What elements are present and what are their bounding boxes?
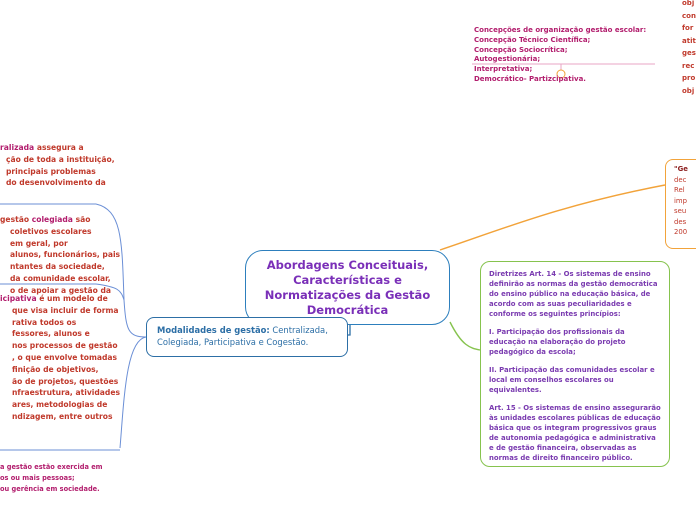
cogestao-line: a gestão estão exercida em — [0, 463, 103, 471]
participativa-line: ão de projetos, questões — [12, 376, 119, 386]
concepcoes-node[interactable] — [474, 26, 654, 85]
modalidades-label: Modalidades de gestão: — [157, 325, 270, 335]
centralizada-line: ção de toda a instituição, — [6, 154, 115, 164]
participativa-node[interactable] — [0, 293, 140, 423]
participativa-line: nos processos de gestão — [12, 341, 118, 351]
centralizada-keyword: ralizada — [0, 143, 35, 152]
topright-line: rec — [682, 61, 695, 70]
topright-line: obj — [682, 0, 695, 7]
centralizada-node[interactable] — [0, 142, 130, 189]
topright-line: ges — [682, 49, 696, 57]
modalidades-node[interactable] — [146, 317, 348, 357]
gestao-note-line: 200 — [674, 228, 688, 236]
diretrizes-paragraph: II. Participação das comunidades escolar e local em conselhos escolares ou equivalentes. — [489, 366, 655, 394]
participativa-line: nfraestrutura, atividades — [12, 388, 121, 398]
colegiada-line: em geral, por — [10, 238, 68, 248]
topright-line: con — [682, 11, 696, 20]
participativa-text: é um modelo de — [36, 294, 108, 303]
participativa-line: fessores, alunos e — [12, 329, 90, 339]
diretrizes-paragraph: Art. 15 - Os sistemas de ensino assegurarão às unidades escolares públicas de educação básica que os integram progressivos graus de autonomia pedagógica e administrativa e de gestão financeira, observadas as normas de direito financeiro público. — [489, 404, 661, 462]
topright-line: atit — [682, 36, 696, 45]
cogestao-line: os ou mais pessoas; — [0, 474, 75, 482]
participativa-line: ndizagem, entre outros — [12, 411, 113, 421]
colegiada-line: alunos, funcionários, pais — [10, 250, 121, 260]
participativa-line: que visa incluir de forma — [12, 305, 119, 315]
gestao-note-first: "Ge — [674, 165, 688, 173]
participativa-line: , o que envolve tomadas — [12, 352, 118, 362]
gestao-note-line: imp — [674, 196, 688, 205]
centralizada-line: do desenvolvimento da — [6, 178, 106, 188]
gestao-note-line: Rel — [674, 186, 685, 194]
topright-line: for — [682, 24, 694, 32]
participativa-keyword: icipativa — [0, 294, 37, 303]
diretrizes-node[interactable] — [480, 261, 670, 467]
cogestao-node[interactable] — [0, 462, 140, 495]
colegiada-line: da comunidade escolar, — [10, 273, 111, 283]
gestao-note-line: des — [674, 217, 687, 226]
gestao-note-line: seu — [674, 207, 687, 215]
gestao-definition-node[interactable] — [665, 159, 696, 249]
objetivos-node-partial[interactable] — [682, 0, 696, 97]
cogestao-line: ou gerência em sociedade. — [0, 485, 100, 493]
concepcoes-line: Concepção Sociocrítica; — [474, 45, 568, 54]
concepcoes-line: Democrático- Partizcipativa. — [474, 74, 586, 83]
colegiada-line: coletivos escolares — [10, 226, 92, 236]
modalidades-text: Centralizada, Colegiada, Participativa e Cogestão. — [157, 325, 328, 347]
diretrizes-paragraph: Diretrizes Art. 14 - Os sistemas de ensino definirão as normas da gestão democrática do ensino público na educação básica, de acordo com as suas peculiaridades e conforme os seguintes princípios: — [489, 270, 658, 318]
concepcoes-line: Concepção Técnico Científica; — [474, 35, 591, 44]
colegiada-line: ntantes da sociedade, — [10, 262, 105, 272]
participativa-line: rativa todos os — [12, 317, 77, 327]
colegiada-keyword: colegiada — [31, 215, 73, 224]
central-topic-title: Abordagens Conceituais, Características e Normatizações da Gestão Democrática — [264, 257, 431, 317]
colegiada-suffix: são — [72, 215, 91, 224]
central-topic-node[interactable] — [245, 250, 450, 325]
centralizada-text: assegura a — [34, 143, 84, 152]
centralizada-line: principais problemas — [6, 166, 96, 176]
colegiada-node[interactable] — [0, 214, 130, 297]
topright-line: obj — [682, 86, 695, 95]
concepcoes-line: Concepções de organização gestão escolar: — [474, 26, 647, 34]
concepcoes-line: Interpretativa; — [474, 65, 533, 74]
participativa-line: finição de objetivos, — [12, 364, 99, 374]
concepcoes-line: Autogestionária; — [474, 55, 541, 64]
colegiada-line: o de apoiar a gestão da — [10, 285, 112, 295]
topright-line: pro — [682, 74, 696, 82]
colegiada-prefix: gestão — [0, 215, 32, 224]
diretrizes-paragraph: I. Participação dos profissionais da educação na elaboração do projeto pedagógico da escola; — [489, 328, 626, 356]
participativa-line: ares, metodologias de — [12, 400, 108, 410]
gestao-note-line: dec — [674, 175, 687, 184]
